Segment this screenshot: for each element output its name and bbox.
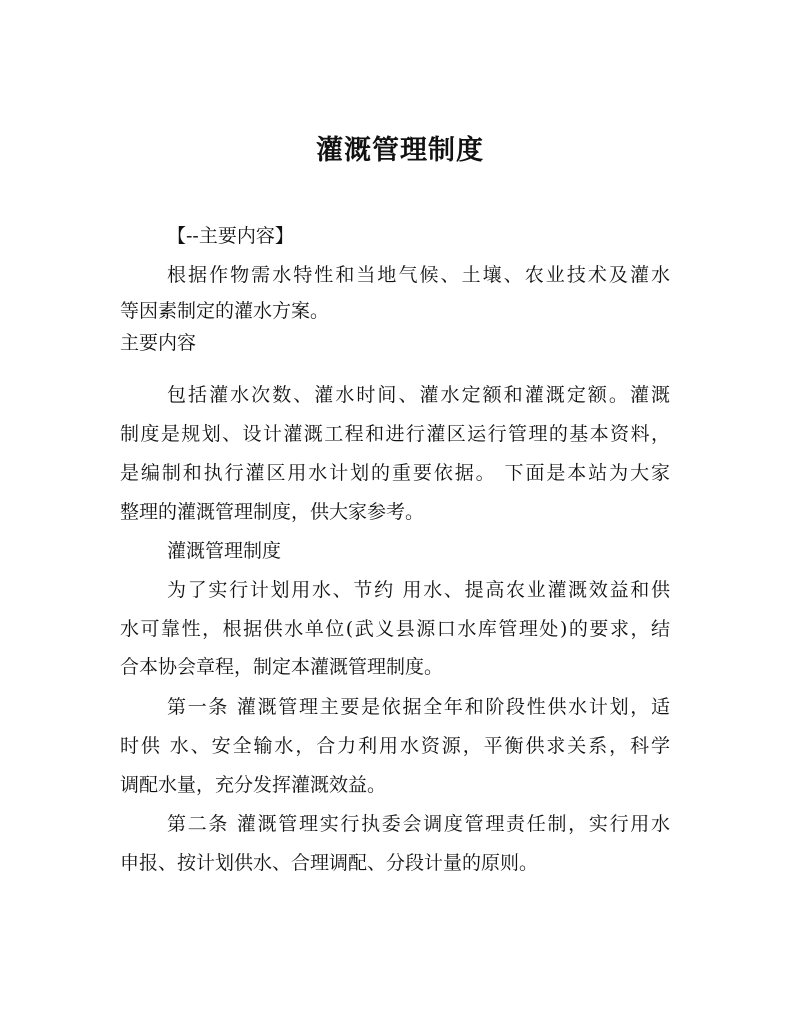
paragraph-line: 第二条 灌溉管理实行执委会调度管理责任制，实行用水 (167, 813, 670, 835)
section-heading: 【--主要内容】 (167, 225, 294, 247)
paragraph-line: 第一条 灌溉管理主要是依据全年和阶段性供水计划，适 (167, 696, 670, 718)
paragraph-line: 水可靠性，根据供水单位(武义县源口水库管理处)的要求，结 (120, 618, 670, 640)
paragraph-line: 申报、按计划供水、合理调配、分段计量的原则。 (120, 852, 539, 874)
paragraph-line: 是编制和执行灌区用水计划的重要依据。 下面是本站为大家 (120, 462, 670, 484)
paragraph-line: 调配水量，充分发挥灌溉效益。 (120, 774, 387, 796)
paragraph-line: 包括灌水次数、灌水时间、灌水定额和灌溉定额。灌溉 (167, 384, 670, 406)
section-heading: 灌溉管理制度 (167, 540, 282, 562)
paragraph-line: 整理的灌溉管理制度，供大家参考。 (120, 501, 425, 523)
paragraph-line: 制度是规划、设计灌溉工程和进行灌区运行管理的基本资料， (120, 423, 670, 445)
paragraph-line: 时供 水、安全输水，合力利用水资源，平衡供求关系，科学 (120, 735, 670, 757)
paragraph-line: 等因素制定的灌水方案。 (120, 300, 330, 322)
paragraph-line: 为了实行计划用水、节约 用水、提高农业灌溉效益和供 (167, 579, 670, 601)
document-title: 灌溉管理制度 (316, 135, 484, 166)
paragraph-line: 合本协会章程，制定本灌溉管理制度。 (120, 656, 444, 678)
paragraph-line: 根据作物需水特性和当地气候、土壤、农业技术及灌水 (167, 264, 670, 286)
paragraph-line: 主要内容 (120, 332, 197, 354)
